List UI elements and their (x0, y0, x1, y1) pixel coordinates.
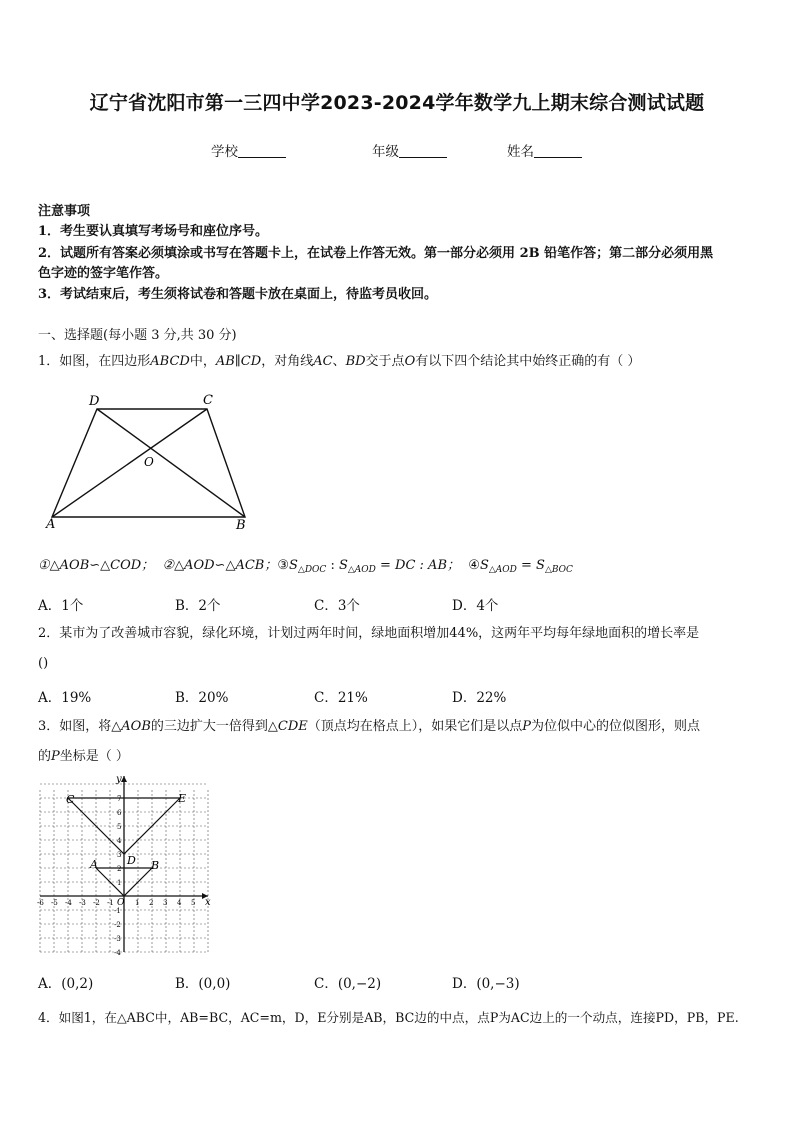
label-b: B (236, 518, 246, 533)
origin-label: O (117, 898, 125, 908)
y-tick-label: 3 (117, 851, 122, 859)
axis-y-label: y (116, 774, 122, 785)
point-c-label: C (66, 793, 75, 806)
x-tick-label: 5 (191, 899, 196, 907)
q3-grid-figure (38, 772, 218, 957)
y-tick-label: 2 (117, 865, 122, 873)
y-tick-label: -3 (114, 935, 121, 943)
question-3-stem-cont: 的P坐标是（ ） (38, 749, 129, 764)
option-d[interactable]: D．(0,−3) (452, 976, 520, 992)
option-a[interactable]: A．1个 (38, 598, 84, 614)
notice-item: 1．考生要认真填写考场号和座位序号。 (38, 224, 269, 239)
option-c[interactable]: C．21% (314, 690, 368, 706)
x-tick-label: -3 (79, 899, 86, 907)
y-axis-arrow (121, 776, 127, 782)
label-d: D (89, 394, 100, 409)
option-a[interactable]: A．(0,2) (38, 976, 94, 992)
name-label: 姓名 (507, 144, 534, 160)
label-o: O (144, 455, 154, 469)
y-tick-label: -2 (114, 921, 121, 929)
x-tick-label: -1 (107, 899, 114, 907)
option-d[interactable]: D．22% (452, 690, 507, 706)
point-a-label: A (90, 858, 98, 871)
x-tick-label: 2 (149, 899, 154, 907)
label-c: C (203, 393, 213, 408)
question-1-stem: 1．如图，在四边形ABCD中，AB∥CD，对角线AC、BD交于点O有以下四个结论其中始终正确的有（ ） (38, 354, 641, 369)
question-2-paren: () (38, 656, 49, 671)
q1-trapezoid-figure (40, 388, 260, 536)
axis-x-label: x (205, 897, 211, 908)
notice-heading: 注意事项 (38, 204, 91, 219)
option-c[interactable]: C．(0,−2) (314, 976, 382, 992)
question-4-stem: 4．如图1，在△ABC中，AB=BC，AC=m，D，E分别是AB，BC边的中点，点P为AC边上的一个动点，连接PD，PB，PE. (38, 1010, 739, 1025)
point-e-label: E (178, 792, 187, 805)
option-c[interactable]: C．3个 (314, 598, 360, 614)
school-label: 学校 (211, 144, 238, 160)
x-tick-label: 4 (177, 899, 182, 907)
name-field (507, 140, 582, 160)
grade-field (372, 140, 447, 160)
school-blank (238, 143, 286, 158)
question-3-stem: 3．如图，将△AOB的三边扩大一倍得到△CDE（顶点均在格点上），如果它们是以点P为位似中心的位似图形，则点 (38, 719, 701, 734)
x-tick-label: -6 (37, 899, 44, 907)
grade-blank (399, 143, 447, 158)
x-tick-label: 1 (135, 899, 140, 907)
point-d-label: D (127, 854, 136, 867)
notice-item: 3．考试结束后，考生须将试卷和答题卡放在桌面上，待监考员收回。 (38, 287, 438, 302)
grade-label: 年级 (372, 144, 399, 160)
diagonal-bd (97, 409, 245, 517)
y-tick-label: 6 (117, 809, 122, 817)
y-tick-label: 4 (117, 837, 122, 845)
y-tick-label: -4 (114, 949, 121, 957)
notice-item: 色字迹的签字笔作答。 (38, 266, 169, 281)
y-tick-label: -1 (114, 907, 121, 915)
page-title: 辽宁省沈阳市第一三四中学2023-2024学年数学九上期末综合测试试题 (89, 92, 705, 114)
x-tick-label: -4 (65, 899, 72, 907)
option-b[interactable]: B．2个 (175, 598, 221, 614)
y-tick-label: 7 (117, 795, 122, 803)
question-1-conclusions: ①△AOB∽△COD； ②△AOD∽△ACB；$③S_{\triangle DOC}$ : $S_{\triangle AOD}$ = DC : AB； $④S_{\triangle AOD} = S_{\triangle BOC}$ (38, 558, 573, 575)
school-field (211, 140, 286, 160)
y-tick-label: 5 (117, 823, 122, 831)
option-a[interactable]: A．19% (38, 690, 92, 706)
x-tick-label: -2 (93, 899, 100, 907)
x-tick-label: 3 (163, 899, 168, 907)
y-tick-label: 1 (117, 879, 122, 887)
section-heading: 一、选择题(每小题 3 分,共 30 分) (38, 328, 237, 343)
option-b[interactable]: B．20% (175, 690, 229, 706)
x-tick-label: -5 (51, 899, 58, 907)
option-b[interactable]: B．(0,0) (175, 976, 231, 992)
option-d[interactable]: D．4个 (452, 598, 499, 614)
label-a: A (46, 517, 56, 532)
name-blank (534, 143, 582, 158)
point-b-label: B (151, 859, 160, 872)
question-2-stem: 2．某市为了改善城市容貌，绿化环境，计划过两年时间，绿地面积增加44%，这两年平均每年绿地面积的增长率是 (38, 626, 700, 641)
notice-item: 2．试题所有答案必须填涂或书写在答题卡上，在试卷上作答无效。第一部分必须用 2B 铅笔作答；第二部分必须用黑 (38, 246, 714, 261)
